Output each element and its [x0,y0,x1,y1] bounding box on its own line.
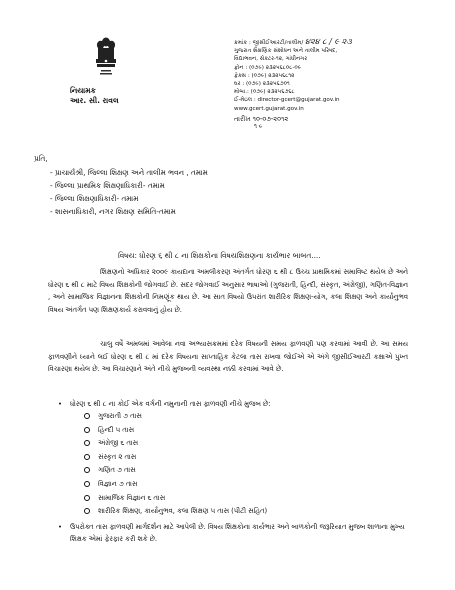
period-item [48,437,418,451]
phone-line: ફોન : (૦૭૯) ૨૩૨૫૬૮૦૮-૦૯ [234,64,302,71]
bullet-section [48,398,418,545]
ref-number: ૪૨૪ ૮ / ૯ ૨૩ [305,37,352,46]
bullet-text: ધોરણ ૬ થી ૮ ના કોઈ એક વર્ગની નમુનાની તાસ ફાળવણી નીચે મુજબ છે: [70,400,271,408]
paragraph-2 [48,338,408,376]
handwritten-number: ૧ ૯ [254,123,263,131]
subject-line: વિષય: ધોરણ ૬ થી ૮ ના શિક્ષકોના વિષયશિક્ષણના કાર્યભાર બાબત.... [118,251,321,260]
recipient-line: - શાસનાધિકારી, નગર શિક્ષણ સમિતિ-તમામ [50,207,176,216]
period-list [48,410,418,519]
period-text: ગણિત ૭ તાસ [98,466,136,475]
org-head-name: આર. સી. રાવલ [70,96,119,105]
recipient-block [34,152,208,218]
period-item [48,424,418,438]
circle-bullet-icon [84,454,90,460]
national-emblem-icon [92,36,120,80]
circle-bullet-icon [84,440,90,446]
recipient-line: - પ્રાચાર્યશ્રી, જિલ્લા શિક્ષણ અને તાલીમ ભવન , તમામ [50,168,208,177]
info-line: ગુજરાત શૈક્ષણિક સંશોધન અને તાલીમ પરિષદ, [234,48,338,55]
period-text: હિન્દી ૫ તાસ [98,425,134,434]
circle-bullet-icon [84,467,90,473]
circle-bullet-icon [84,481,90,487]
bullet-icon: • [58,400,63,408]
ref-label: ક્રમાંક : જીસીઈઆરટી/તાલીમ/ [234,40,306,46]
info-line: વિદ્યાભવન, સેક્ટર-૧૨, ગાંધીનગર [234,56,308,63]
period-item [48,451,418,465]
paragraph-1 [48,266,408,316]
period-item [48,505,418,519]
fax-line: ફેક્સ : (૦૭૯) ૨૩૨૫૬૮૧૨ [234,72,295,79]
sender-block [70,86,119,106]
period-item [48,410,418,424]
website-line: www.gcert.gujarat.gov.in [234,105,304,112]
letter-date: તારીખ ૧૦-૦૭-૨૦૧૨ [234,114,289,123]
period-text: સામાજિક વિજ્ઞાન ૬ તાસ [98,493,166,502]
bullet-item [48,398,418,410]
period-text: શારીરિક શિક્ષણ, કાર્યાનુભવ, કલા શિક્ષણ ૫ તાસ (પીટી સહિત) [98,507,268,516]
circle-bullet-icon [84,508,90,514]
period-item [48,492,418,506]
period-text: વિજ્ઞાન ૭ તાસ [98,479,138,488]
period-item [48,478,418,492]
circle-bullet-icon [84,495,90,501]
recipient-title: પ્રતિ, [34,154,48,163]
circle-bullet-icon [84,413,90,419]
period-text: અંગ્રેજી ૬ તાસ [98,439,138,448]
period-text: ગુજરાતી ૭ તાસ [98,412,142,420]
letter-info [234,38,439,131]
paragraph-text: ચાલુ વર્ષે અમલમાં આવેલા નવા અભ્યાસક્રમમાં દરેક વિષયની સમય ફાળવણી પણ કરવામાં આવી છે. આ સમય ફાળવણીને ધ્યાને લઈ ધોરણ ૬ થી ૮ માં દરેક વિષયના સાપ્તાહિક કેટલા તાસ રાખવા જોઈએ એ અંગે જીસીઈઆરટી કક્ષાએ પુખ્ત વિચારણા થયેલ છે. આ વિચારણાને અંતે નીચે મુજબની વ્યવસ્થા નક્કી કરવામાં આવે છે. [48,340,408,373]
bullet-text: ઉપરોક્ત તાસ ફાળવણી માર્ગદર્શન માટે આપેલી છે. વિષય શિક્ષકોના કાર્યભાર અને બાળકોની જરૂરિયાત મુજબ શાળાના મુખ્ય શિક્ષક એમાં ફેરફાર કરી શકે છે. [70,522,405,543]
paragraph-text: શિક્ષણનો અધિકાર ૨૦૦૯ કાયદાના અમલીકરણ અંતર્ગત ધોરણ ૬ થી ૮ ઉચ્ચ પ્રાથમિકમાં સમાવિષ્ટ થયેલ છે અને ધોરણ ૬ થી ૮ માટે વિષય શિક્ષકોની જોગવાઈ છે. સદર જોગવાઈ અનુસાર ભાષાઓ (ગુજરાતી, હિન્દી, સંસ્કૃત, અંગ્રેજી), ગણિત-વિજ્ઞાન , અને સામાજિક વિજ્ઞાનના શિક્ષકોની નિમણૂંક થાય છે. આ સાત વિષયો ઉપરાંત શારીરિક શિક્ષણ-યોગ, કલા શિક્ષણ અને કાર્યાનુભવ વિષય અંતર્ગત પણ શિક્ષણકાર્ય કરાવવાનું હોય છે. [48,268,408,314]
residence-line: ઘર : (૦૭૯) ૨૩૨૫૬૭૦૧ [234,81,290,88]
period-text: સંસ્કૃત ૨ તાસ [98,452,137,461]
period-item [48,464,418,478]
mobile-line: મોબા.: (૦૭૯) ૨૩૨૫૬૭૬૮ [234,89,295,96]
recipient-line: - જિલ્લા શિક્ષણાધિકારી- તમામ [50,194,139,203]
email-line: ઈ-મેઇલ : director-gcert@gujarat.gov.in [234,97,340,104]
bullet-icon: • [58,522,63,531]
bullet-item [48,521,418,545]
circle-bullet-icon [84,427,90,433]
recipient-line: - જિલ્લા પ્રાથમિક શિક્ષણાધિકારી- તમામ [50,181,165,190]
org-name: નિયામક [70,86,96,95]
